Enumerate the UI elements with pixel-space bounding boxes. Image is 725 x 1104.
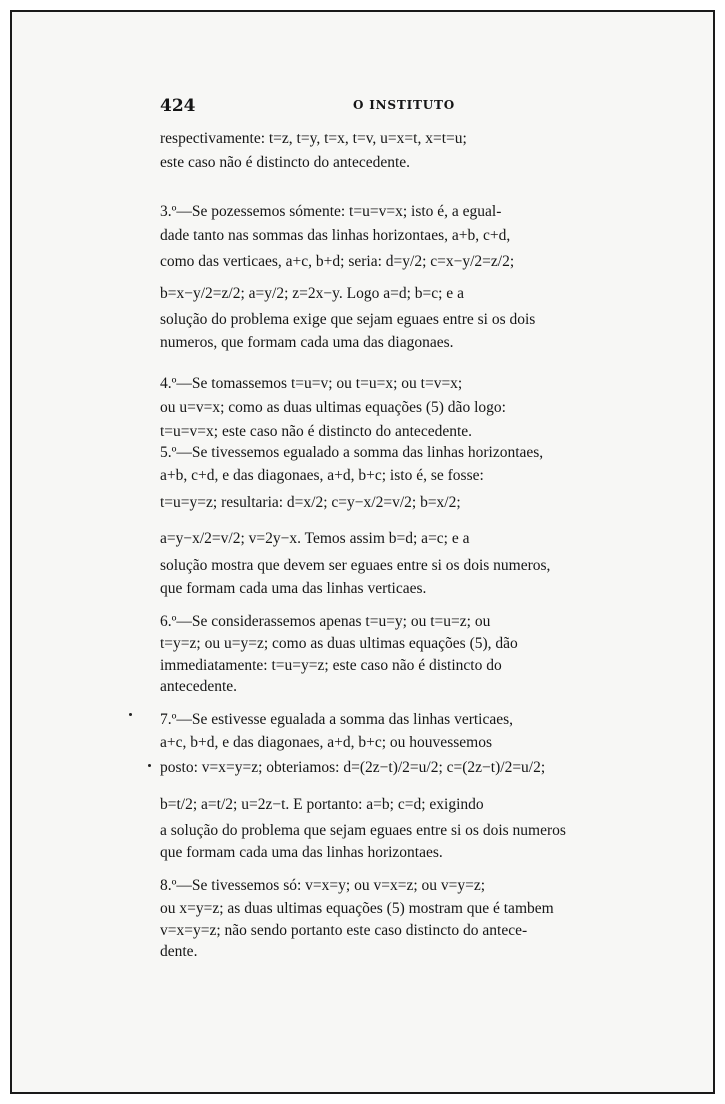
text-line: numeros, que formam cada uma das diagonaes. xyxy=(160,334,454,351)
text-line: a=y−x/2=v/2; v=2y−x. Temos assim b=d; a=c; e a xyxy=(160,530,470,547)
text-line: 5.º—Se tivessemos egualado a somma das linhas horizontaes, xyxy=(160,444,544,461)
text-line: 8.º—Se tivessemos só: v=x=y; ou v=x=z; ou v=y=z; xyxy=(160,877,486,894)
running-title: O INSTITUTO xyxy=(353,98,455,112)
text-line: v=x=y=z; não sendo portanto este caso distincto do antece- xyxy=(160,922,528,939)
text-line: 3.º—Se pozessemos sómente: t=u=v=x; isto é, a egual- xyxy=(160,203,502,220)
text-line: como das verticaes, a+c, b+d; seria: d=y/2; c=x−y/2=z/2; xyxy=(160,253,515,270)
text-line: a solução do problema que sejam eguaes entre si os dois numeros xyxy=(160,822,566,839)
text-line: 4.º—Se tomassemos t=u=v; ou t=u=x; ou t=v=x; xyxy=(160,375,463,392)
text-line: b=x−y/2=z/2; a=y/2; z=2x−y. Logo a=d; b=c; e a xyxy=(160,285,464,302)
text-line: 6.º—Se considerassemos apenas t=u=y; ou t=u=z; ou xyxy=(160,613,491,630)
text-line: a+c, b+d, e das diagonaes, a+d, b+c; ou houvessemos xyxy=(160,734,492,751)
text-line: antecedente. xyxy=(160,678,238,695)
text-line: t=u=v=x; este caso não é distincto do antecedente. xyxy=(160,423,473,440)
text-line: ou u=v=x; como as duas ultimas equações (5) dão logo: xyxy=(160,399,506,416)
text-line: este caso não é distincto do antecedente. xyxy=(160,154,411,171)
text-line: t=y=z; ou u=y=z; como as duas ultimas equações (5), dão xyxy=(160,635,518,652)
text-line: que formam cada uma das linhas horizontaes. xyxy=(160,844,443,861)
page-number: 424 xyxy=(160,96,196,116)
text-line: b=t/2; a=t/2; u=2z−t. E portanto: a=b; c=d; exigindo xyxy=(160,796,484,813)
text-line: ou x=y=z; as duas ultimas equações (5) mostram que é tambem xyxy=(160,900,554,917)
ink-speck xyxy=(148,764,151,767)
text-line: a+b, c+d, e das diagonaes, a+d, b+c; isto é, se fosse: xyxy=(160,467,484,484)
text-line: 7.º—Se estivesse egualada a somma das linhas verticaes, xyxy=(160,711,514,728)
text-line: respectivamente: t=z, t=y, t=x, t=v, u=x=t, x=t=u; xyxy=(160,130,467,147)
ink-speck xyxy=(129,713,132,716)
text-line: immediatamente: t=u=y=z; este caso não é distincto do xyxy=(160,657,502,674)
page-header xyxy=(160,96,630,116)
text-line: solução mostra que devem ser eguaes entre si os dois numeros, xyxy=(160,557,551,574)
text-line: dade tanto nas sommas das linhas horizontaes, a+b, c+d, xyxy=(160,227,511,244)
text-line: que formam cada uma das linhas verticaes. xyxy=(160,580,427,597)
text-line: dente. xyxy=(160,943,198,960)
text-line: t=u=y=z; resultaria: d=x/2; c=y−x/2=v/2; b=x/2; xyxy=(160,494,461,511)
text-line: solução do problema exige que sejam eguaes entre si os dois xyxy=(160,311,536,328)
text-line: posto: v=x=y=z; obteriamos: d=(2z−t)/2=u/2; c=(2z−t)/2=u/2; xyxy=(160,759,546,776)
